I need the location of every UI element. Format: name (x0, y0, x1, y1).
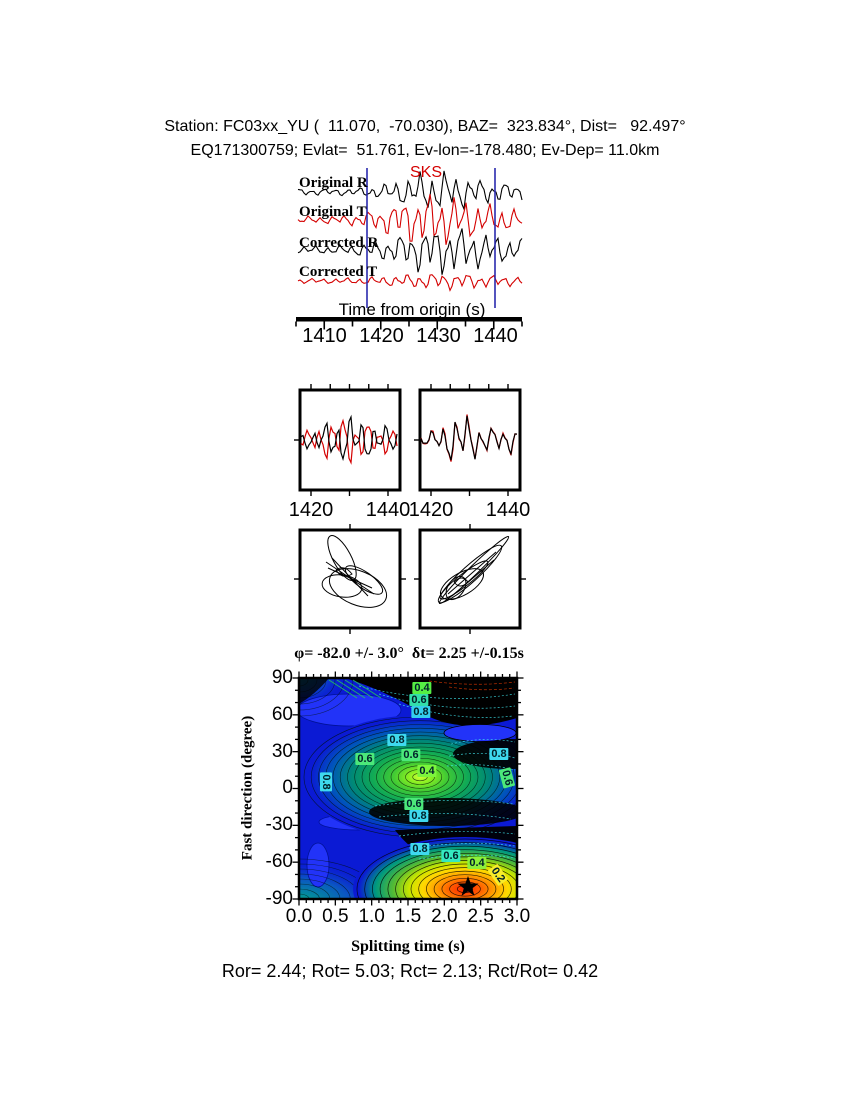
error-surface-title: φ= -82.0 +/- 3.0° δt= 2.25 +/-0.15s (294, 645, 524, 662)
pm-trace (448, 552, 496, 596)
station-header: Station: FC03xx_YU ( 11.070, -70.030), BAZ= 323.834°, Dist= 92.497° (164, 118, 686, 135)
time-tick-label: 1430 (416, 325, 461, 347)
contour-level-label: 0.8 (389, 734, 405, 746)
fastdir-tick-label: -60 (265, 851, 293, 873)
splittime-tick-label: 2.0 (431, 906, 458, 927)
window-trace (421, 415, 517, 462)
contour-level-label: 0.8 (412, 843, 428, 855)
trace-label-1: Original T (299, 204, 367, 220)
fastdir-tick-label: 90 (271, 667, 293, 688)
trace-label-0: Original R (299, 175, 368, 191)
splittime-tick-label: 0.0 (285, 906, 313, 927)
time-tick-label: 1410 (302, 325, 347, 347)
splittime-tick-label: 1.0 (358, 906, 385, 927)
time-axis-label: Time from origin (s) (338, 300, 486, 319)
contour-level-label: 0.6 (403, 749, 419, 761)
time-tick-label: 1420 (359, 325, 404, 347)
window-tick-label: 1440 (365, 499, 411, 521)
window-tick-label: 1440 (485, 499, 531, 521)
particle-motion-corrected (412, 522, 528, 636)
window-tick-label: 1420 (288, 499, 334, 521)
fastdir-tick-label: -90 (265, 887, 293, 909)
contour-level-label: 0.8 (413, 706, 429, 718)
window-panel-original (292, 380, 408, 502)
pm-loop (341, 561, 386, 599)
splittime-tick-label: 0.5 (322, 906, 349, 927)
phase-label: SKS (410, 164, 443, 181)
fastdir-tick-label: 60 (271, 703, 293, 725)
particle-motion-original (292, 522, 408, 636)
time-tick-label: 1440 (473, 325, 518, 347)
splittime-tick-label: 3.0 (503, 906, 531, 927)
contour-level-label: 0.8 (491, 748, 507, 760)
contour-level-label: 0.2 (488, 865, 508, 885)
window-trace (421, 416, 517, 460)
stats-footer: Ror= 2.44; Rot= 5.03; Rct= 2.13; Rct/Rot= 0.42 (221, 961, 599, 981)
contour-level-label: 0.6 (411, 694, 427, 706)
splittime-tick-label: 1.5 (394, 906, 422, 927)
fastdir-tick-label: 30 (271, 740, 293, 762)
trace-label-3: Corrected T (299, 264, 378, 280)
contour-level-label: 0.4 (414, 682, 430, 694)
y-axis-label: Fast direction (degree) (239, 715, 256, 861)
contour-level-label: 0.6 (499, 769, 515, 787)
pm-loop (321, 572, 364, 599)
splittime-tick-label: 2.5 (467, 906, 494, 927)
contour-level-label: 0.8 (320, 774, 332, 790)
trace-label-2: Corrected R (299, 235, 379, 251)
x-axis-label: Splitting time (s) (351, 938, 465, 955)
contour-level-label: 0.6 (357, 753, 373, 765)
fastdir-tick-label: -30 (265, 814, 293, 836)
window-panel-corrected (412, 380, 528, 502)
contour-level-label: 0.4 (469, 857, 485, 869)
contour-level-label: 0.8 (411, 810, 427, 822)
contour-level-label: 0.6 (443, 850, 459, 862)
pm-box (420, 530, 520, 628)
error-surface (299, 678, 517, 899)
window-box (300, 390, 400, 490)
pm-loop (433, 540, 506, 608)
event-header: EQ171300759; Evlat= 51.761, Ev-lon=-178.480; Ev-Dep= 11.0km (190, 142, 660, 159)
fastdir-tick-label: 0 (282, 777, 293, 799)
contour-level-label: 0.6 (406, 798, 422, 810)
pm-loop (436, 533, 511, 606)
contour-level-label: 0.4 (419, 765, 435, 777)
window-tick-label: 1420 (408, 499, 454, 521)
